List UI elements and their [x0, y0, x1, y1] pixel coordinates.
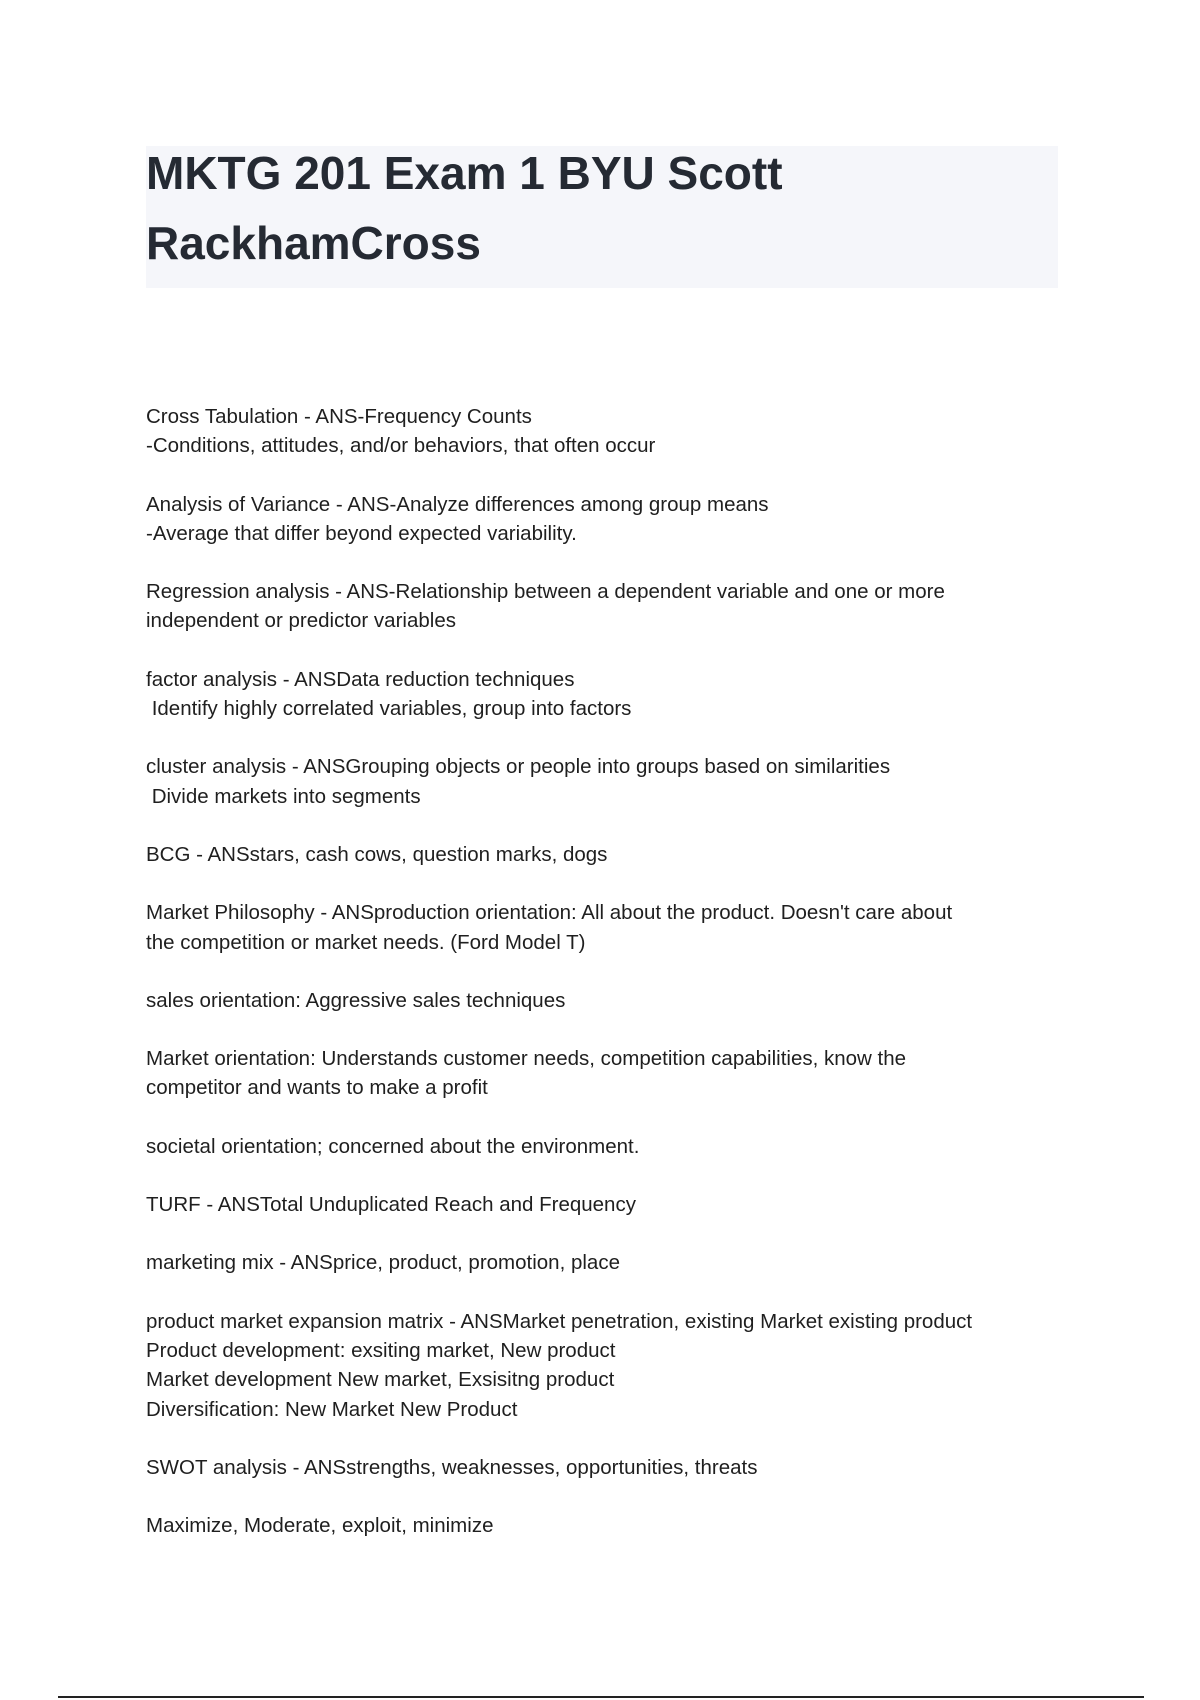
qa-entry-line: Identify highly correlated variables, group into factors	[146, 697, 632, 721]
qa-entry-line: marketing mix - ANSprice, product, promotion, place	[146, 1251, 620, 1275]
qa-entry-line: the competition or market needs. (Ford Model T)	[146, 930, 586, 954]
qa-entry-line: competitor and wants to make a profit	[146, 1076, 488, 1100]
qa-entry	[146, 1511, 1066, 1540]
qa-entry	[146, 986, 1066, 1015]
qa-entry	[146, 577, 1066, 636]
qa-entry-line: independent or predictor variables	[146, 609, 456, 633]
document-title-line-1: MKTG 201 Exam 1 BYU Scott	[146, 147, 783, 199]
qa-entry	[146, 402, 1066, 461]
qa-entry-line: Diversification: New Market New Product	[146, 1397, 518, 1421]
document-body	[146, 402, 1066, 1569]
document-title-line-2: RackhamCross	[146, 217, 481, 269]
qa-entry	[146, 1248, 1066, 1277]
qa-entry	[146, 898, 1066, 957]
qa-entry-line: Cross Tabulation - ANS-Frequency Counts	[146, 405, 532, 428]
qa-entry	[146, 490, 1066, 549]
qa-entry	[146, 1307, 1066, 1424]
qa-entry-line: Divide markets into segments	[146, 784, 421, 808]
qa-entry-line: -Conditions, attitudes, and/or behaviors, that often occur	[146, 434, 656, 458]
qa-entry-line: SWOT analysis - ANSstrengths, weaknesses, opportunities, threats	[146, 1455, 758, 1479]
qa-entry-line: TURF - ANSTotal Unduplicated Reach and Frequency	[146, 1193, 636, 1217]
qa-entry	[146, 665, 1066, 724]
qa-entry-line: societal orientation; concerned about the environment.	[146, 1134, 640, 1158]
qa-entry-line: Market Philosophy - ANSproduction orientation: All about the product. Doesn't care about	[146, 901, 953, 925]
qa-entry	[146, 1044, 1066, 1103]
qa-entry	[146, 752, 1066, 811]
qa-entry-line: cluster analysis - ANSGrouping objects or people into groups based on similarities	[146, 755, 891, 779]
footer-divider	[58, 1696, 1144, 1698]
qa-entry	[146, 840, 1066, 869]
qa-entry-line: Market orientation: Understands customer needs, competition capabilities, know the	[146, 1047, 907, 1071]
document-title-block	[146, 146, 1058, 288]
qa-entry	[146, 1190, 1066, 1219]
qa-entry	[146, 1132, 1066, 1161]
qa-entry-line: -Average that differ beyond expected variability.	[146, 521, 577, 545]
qa-entry-line: product market expansion matrix - ANSMarket penetration, existing Market existing product	[146, 1309, 973, 1333]
qa-entry-line: Maximize, Moderate, exploit, minimize	[146, 1514, 494, 1538]
qa-entry-line: Analysis of Variance - ANS-Analyze differences among group means	[146, 492, 769, 516]
qa-entry-line: Regression analysis - ANS-Relationship between a dependent variable and one or more	[146, 580, 945, 604]
qa-entry-line: sales orientation: Aggressive sales techniques	[146, 988, 566, 1012]
qa-entry-line: Product development: exsiting market, New product	[146, 1338, 616, 1362]
qa-entry-line: factor analysis - ANSData reduction techniques	[146, 667, 575, 691]
qa-entry-line: Market development New market, Exsisitng product	[146, 1368, 615, 1392]
qa-entry-line: BCG - ANSstars, cash cows, question marks, dogs	[146, 842, 608, 866]
qa-entry	[146, 1453, 1066, 1482]
